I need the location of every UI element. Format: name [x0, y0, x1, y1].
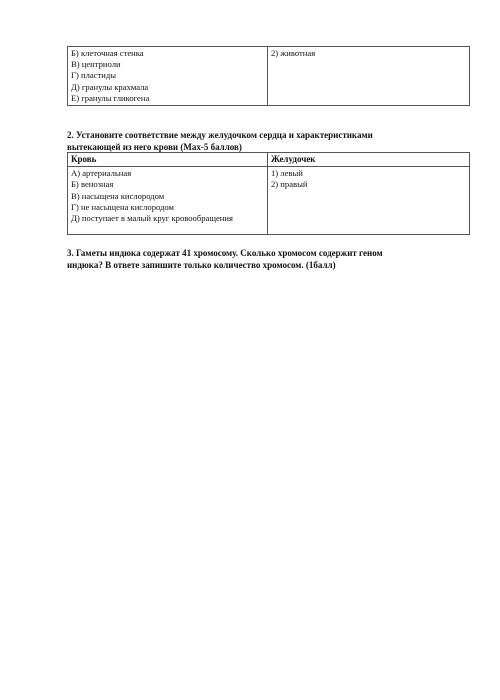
cell-type-table	[67, 46, 470, 106]
structure-item: Е) гранулы гликогена	[71, 92, 150, 103]
ventricle-header	[268, 153, 470, 167]
ventricle-header-text: Желудочек	[271, 154, 316, 164]
blood-item: А) артериальная	[71, 168, 132, 179]
question-2	[67, 130, 373, 153]
cell-type-item: 2) животная	[271, 48, 316, 58]
ventricle-items-cell	[268, 167, 470, 235]
blood-items-cell	[68, 167, 268, 235]
cell-type-cell	[268, 47, 470, 106]
blood-item: Д) поступает в малый круг кровообращения	[71, 213, 233, 224]
blood-header-text: Кровь	[71, 154, 97, 164]
structure-item: Б) клеточная стенка	[71, 48, 144, 58]
question-2-line: вытекающей из него крови (Max-5 баллов)	[67, 141, 242, 152]
blood-item: Г) не насыщена кислородом	[71, 201, 174, 212]
question-2-line: 2. Установите соответствие между желудочком сердца и характеристиками	[67, 130, 373, 140]
blood-header	[68, 153, 268, 167]
question-3-line: индюка? В ответе запишите только количество хромосом. (1балл)	[67, 259, 336, 270]
structure-item: Г) пластиды	[71, 70, 116, 81]
question-3	[67, 248, 383, 271]
structure-item: Д) гранулы крахмала	[71, 81, 149, 92]
blood-ventricle-table	[67, 152, 470, 235]
structures-cell	[68, 47, 268, 106]
structure-item: В) центриоли	[71, 59, 121, 70]
ventricle-item: 2) правый	[271, 179, 308, 190]
question-3-line: 3. Гаметы индюка содержат 41 хромосому. Сколько хромосом содержит геном	[67, 248, 383, 258]
blood-item: В) насыщена кислородом	[71, 190, 165, 201]
blood-item: Б) венозная	[71, 179, 114, 190]
ventricle-item: 1) левый	[271, 168, 303, 179]
